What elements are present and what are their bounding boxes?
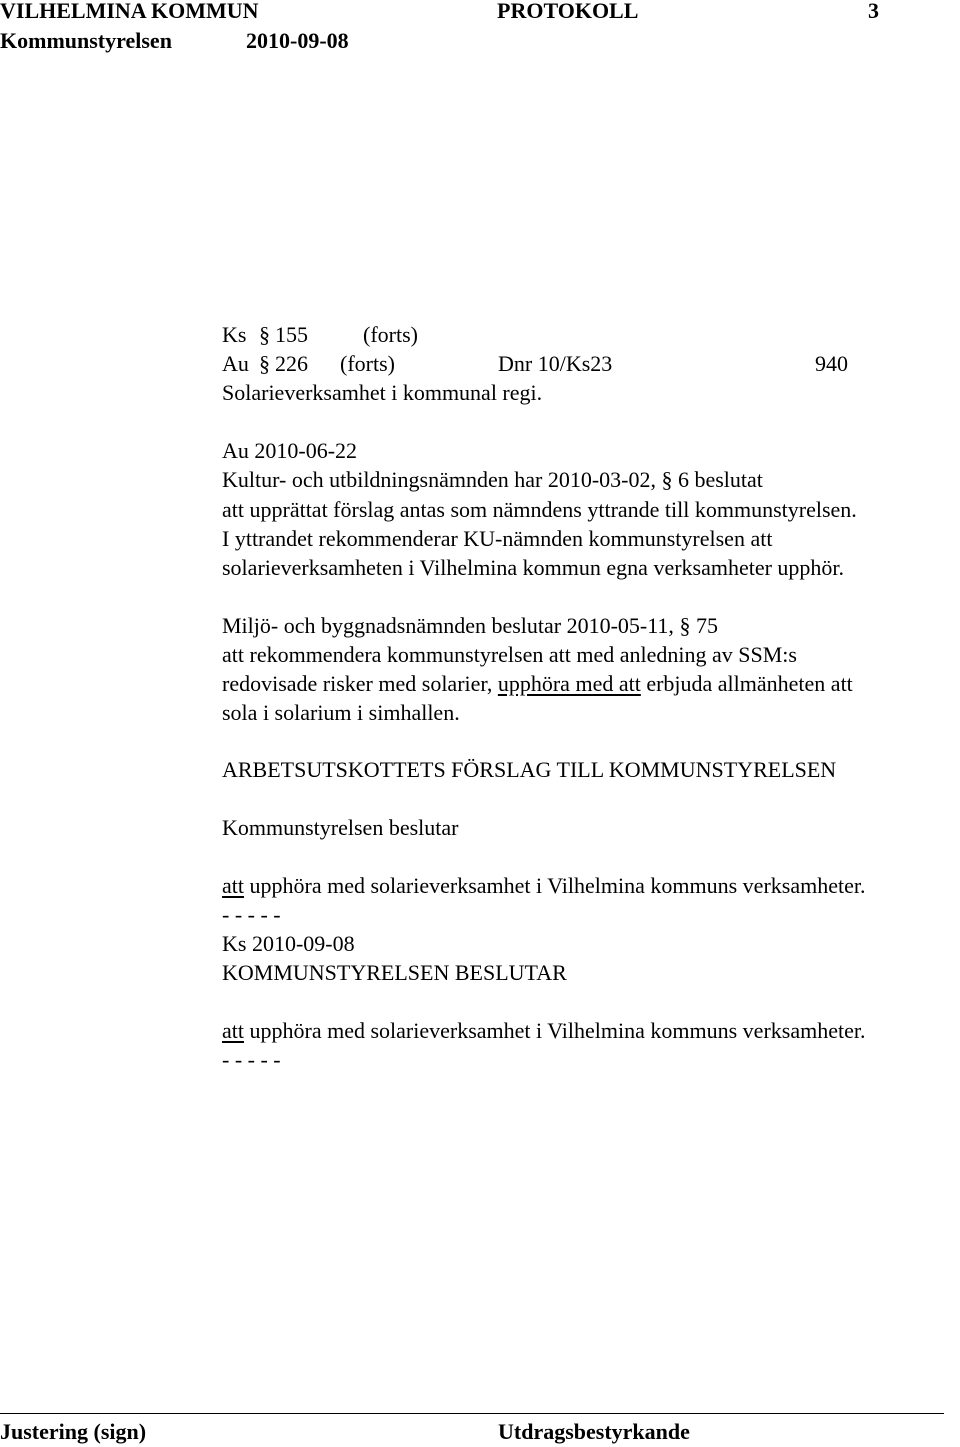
section1-heading: Au 2010-06-22 xyxy=(222,438,358,463)
section2-line4: sola i solarium i simhallen. xyxy=(222,700,460,725)
section2-line3-b: erbjuda allmänheten att xyxy=(646,671,853,696)
section2-line2: att rekommendera kommunstyrelsen att med anledning av SSM:s xyxy=(222,642,797,667)
case-ks-par: 155 xyxy=(275,322,308,347)
paragraph-sign-icon: § xyxy=(259,322,270,347)
proposal-decision-text: upphöra med solarieverksamhet i Vilhelmina kommuns verksamheter. xyxy=(249,873,866,898)
proposal-decision xyxy=(222,875,865,897)
proposal-decision-att: att xyxy=(222,873,244,898)
header-date: 2010-09-08 xyxy=(246,28,349,53)
decision-text-line xyxy=(222,1020,865,1042)
section1-line1-b: 6 beslutat xyxy=(677,467,763,492)
section2-line3-a: redovisade risker med solarier, xyxy=(222,671,493,696)
case-ks-prefix: Ks xyxy=(222,322,247,347)
section1-line1 xyxy=(222,469,763,491)
case-au-par: 226 xyxy=(275,351,308,376)
signature-line xyxy=(0,1413,944,1414)
section2-line1-a: Miljö- och byggnadsnämnden beslutar 2010-05-11, xyxy=(222,613,674,638)
paragraph-sign-icon: § xyxy=(661,467,673,492)
case-dnr: Dnr 10/Ks23 xyxy=(498,351,613,376)
decision-heading: KOMMUNSTYRELSEN BESLUTAR xyxy=(222,960,567,985)
footer-justering: Justering (sign) xyxy=(0,1419,147,1444)
section2-line1-b: 75 xyxy=(695,613,718,638)
case-au-prefix: Au xyxy=(222,351,249,376)
case-title: Solarieverksamhet i kommunal regi. xyxy=(222,380,543,405)
proposal-intro: Kommunstyrelsen beslutar xyxy=(222,815,459,840)
section2-line3 xyxy=(222,673,853,695)
decision-date-line: Ks 2010-09-08 xyxy=(222,931,355,956)
proposal-dashes: - - - - - xyxy=(222,902,281,927)
header-doc-type: PROTOKOLL xyxy=(497,0,639,23)
decision-text: upphöra med solarieverksamhet i Vilhelmina kommuns verksamheter. xyxy=(249,1018,866,1043)
case-code: 940 xyxy=(815,351,848,376)
paragraph-sign-icon: § xyxy=(259,351,270,376)
case-ks-forts: (forts) xyxy=(363,322,418,347)
section1-line3: I yttrandet rekommenderar KU-nämnden kommunstyrelsen att xyxy=(222,526,773,551)
section2-line1 xyxy=(222,615,718,637)
decision-dashes: - - - - - xyxy=(222,1047,281,1072)
footer-utdrag: Utdragsbestyrkande xyxy=(498,1419,690,1444)
header-body: Kommunstyrelsen xyxy=(0,28,172,53)
header-org: VILHELMINA KOMMUN xyxy=(0,0,259,23)
header-page-number: 3 xyxy=(868,0,879,23)
section1-line4: solarieverksamheten i Vilhelmina kommun egna verksamheter upphör. xyxy=(222,555,845,580)
paragraph-sign-icon: § xyxy=(679,613,691,638)
section2-line3-underlined: upphöra med att xyxy=(497,671,641,696)
section1-line2: att upprättat förslag antas som nämndens yttrande till kommunstyrelsen. xyxy=(222,497,857,522)
proposal-heading: ARBETSUTSKOTTETS FÖRSLAG TILL KOMMUNSTYRELSEN xyxy=(222,757,837,782)
section1-line1-a: Kultur- och utbildningsnämnden har 2010-03-02, xyxy=(222,467,656,492)
decision-att: att xyxy=(222,1018,244,1043)
case-au-forts: (forts) xyxy=(340,351,395,376)
